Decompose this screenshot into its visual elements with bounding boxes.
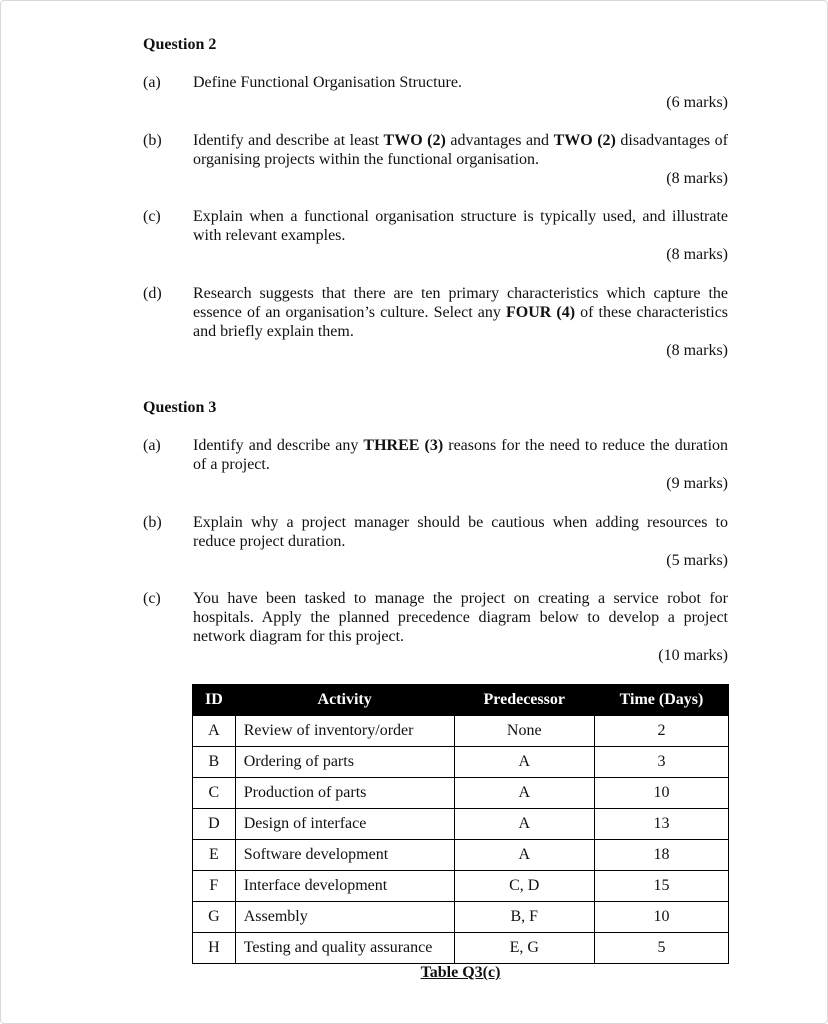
cell-activity: Interface development [235,871,454,902]
part-label: (b) [143,132,162,149]
cell-activity: Design of interface [235,809,454,840]
table-row [193,871,729,902]
part-marks: (6 marks) [666,94,728,111]
table-row [193,840,729,871]
part-marks: (8 marks) [666,246,728,263]
cell-activity: Production of parts [235,778,454,809]
cell-time: 5 [594,933,728,964]
cell-predecessor: A [454,840,594,871]
cell-activity: Assembly [235,902,454,933]
q3-part-a [143,436,728,493]
cell-predecessor: C, D [454,871,594,902]
part-marks: (10 marks) [658,647,728,664]
part-text: Identify and describe any THREE (3) reasons for the need to reduce the duration of a project. [193,437,729,473]
part-text: Identify and describe at least TWO (2) advantages and TWO (2) disadvantages of organising projects within the functional organisation. [193,132,728,168]
question-3-title: Question 3 [143,399,217,416]
question-2-title: Question 2 [143,36,217,53]
cell-predecessor: A [454,809,594,840]
table-caption: Table Q3(c) [420,964,501,981]
part-text: You have been tasked to manage the project on creating a service robot for hospitals. Apply the planned precedence diagram below to develop a project network diagram for this project. [193,590,728,645]
table-row [193,902,729,933]
table-row [193,933,729,964]
part-label: (c) [143,590,161,607]
part-marks: (8 marks) [666,342,728,359]
part-text: Research suggests that there are ten primary characteristics which capture the essence of an organisation’s culture. Select any FOUR (4) of these characteristics and briefly explain them. [193,285,729,340]
table-row [193,747,729,778]
precedence-table [192,684,729,964]
cell-predecessor: A [454,778,594,809]
part-label: (c) [143,208,161,225]
header-time: Time (Days) [594,685,728,716]
cell-time: 3 [594,747,728,778]
table-row [193,716,729,747]
cell-id: E [193,840,236,871]
cell-predecessor: B, F [454,902,594,933]
q2-part-c [143,207,728,264]
cell-time: 13 [594,809,728,840]
table-row [193,809,729,840]
header-id: ID [193,685,236,716]
cell-time: 2 [594,716,728,747]
q3-part-b [143,513,728,570]
cell-id: A [193,716,236,747]
cell-time: 15 [594,871,728,902]
table-row [193,778,729,809]
cell-time: 18 [594,840,728,871]
cell-id: G [193,902,236,933]
part-label: (d) [143,285,162,302]
q2-part-a [143,73,728,112]
header-activity: Activity [235,685,454,716]
part-text: Define Functional Organisation Structure. [193,74,462,91]
cell-predecessor: None [454,716,594,747]
cell-id: D [193,809,236,840]
part-text: Explain when a functional organisation structure is typically used, and illustrate with relevant examples. [193,208,728,244]
cell-time: 10 [594,778,728,809]
q2-part-d [143,284,728,360]
cell-id: F [193,871,236,902]
cell-activity: Testing and quality assurance [235,933,454,964]
header-predecessor: Predecessor [454,685,594,716]
q3-part-c [143,589,728,665]
cell-activity: Review of inventory/order [235,716,454,747]
cell-id: B [193,747,236,778]
part-marks: (8 marks) [666,170,728,187]
part-marks: (5 marks) [666,552,728,569]
part-text: Explain why a project manager should be cautious when adding resources to reduce project duration. [193,514,728,550]
part-label: (b) [143,514,162,531]
cell-id: C [193,778,236,809]
cell-activity: Software development [235,840,454,871]
cell-predecessor: A [454,747,594,778]
part-marks: (9 marks) [666,475,728,492]
table-header-row [193,685,729,716]
part-label: (a) [143,437,161,454]
q2-part-b [143,131,728,188]
cell-id: H [193,933,236,964]
cell-time: 10 [594,902,728,933]
cell-activity: Ordering of parts [235,747,454,778]
part-label: (a) [143,74,161,91]
cell-predecessor: E, G [454,933,594,964]
